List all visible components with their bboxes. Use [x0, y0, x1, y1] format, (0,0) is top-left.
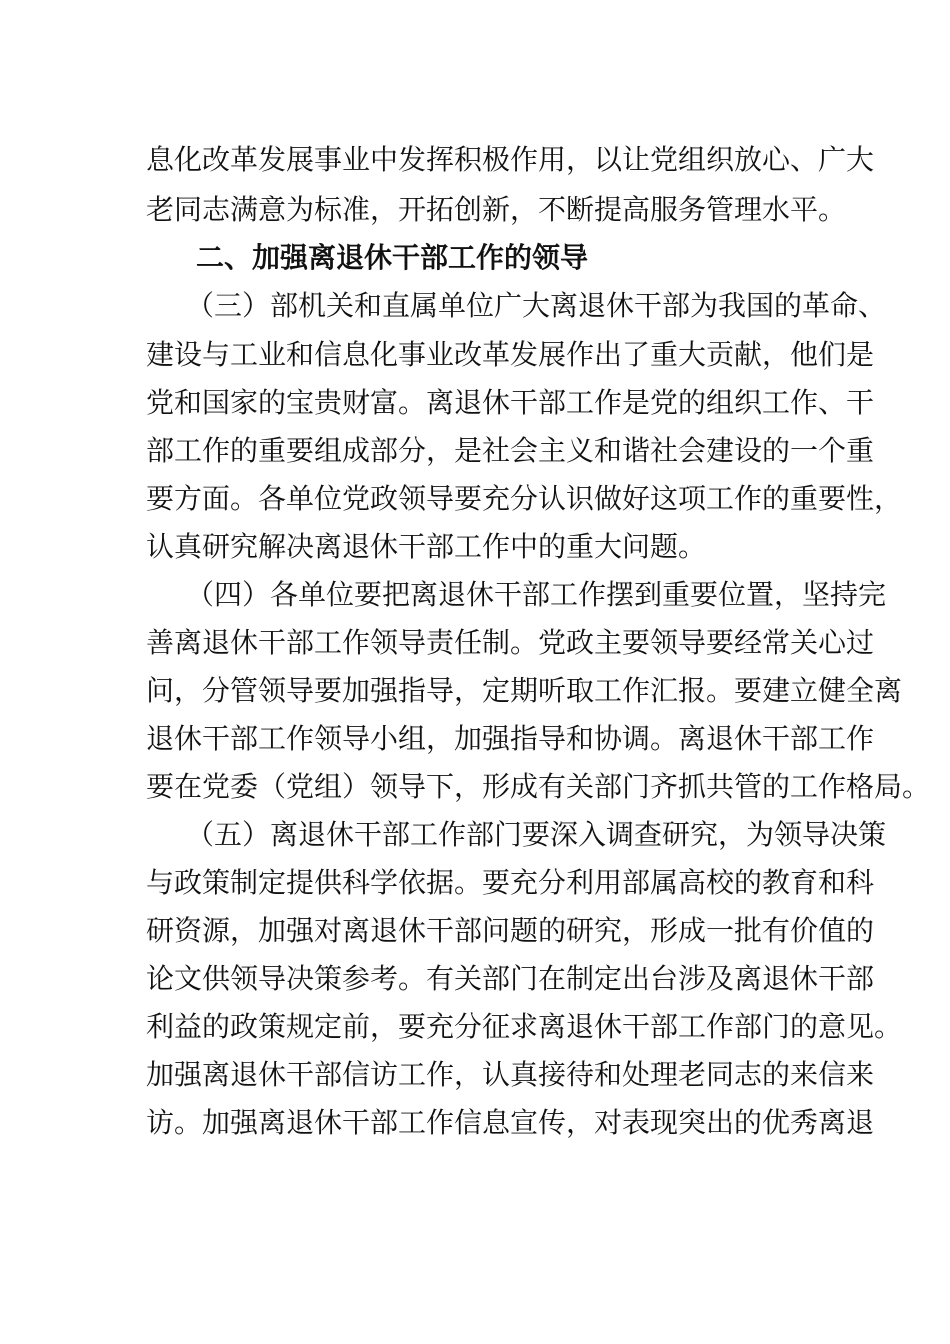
text-line: （五）离退休干部工作部门要深入调查研究，为领导决策 — [186, 818, 887, 851]
text-line: 老同志满意为标准，开拓创新，不断提高服务管理水平。 — [146, 193, 847, 226]
section-heading: 二、加强离退休干部工作的领导 — [196, 241, 589, 274]
text-line: 建设与工业和信息化事业改革发展作出了重大贡献，他们是 — [146, 338, 875, 371]
text-line: 加强离退休干部信访工作，认真接待和处理老同志的来信来 — [146, 1058, 875, 1091]
text-line: 要在党委（党组）领导下，形成有关部门齐抓共管的工作格局。 — [146, 770, 931, 803]
text-line: 认真研究解决离退休干部工作中的重大问题。 — [146, 530, 707, 563]
text-line: 部工作的重要组成部分，是社会主义和谐社会建设的一个重 — [146, 434, 875, 467]
text-line: 息化改革发展事业中发挥积极作用，以让党组织放心、广大 — [146, 143, 875, 176]
text-line: （三）部机关和直属单位广大离退休干部为我国的革命、 — [186, 289, 887, 322]
text-line: （四）各单位要把离退休干部工作摆到重要位置，坚持完 — [186, 578, 887, 611]
text-line: 论文供领导决策参考。有关部门在制定出台涉及离退休干部 — [146, 962, 875, 995]
text-line: 善离退休干部工作领导责任制。党政主要领导要经常关心过 — [146, 626, 875, 659]
text-line: 问，分管领导要加强指导，定期听取工作汇报。要建立健全离 — [146, 674, 903, 707]
text-line: 研资源，加强对离退休干部问题的研究，形成一批有价值的 — [146, 914, 875, 947]
text-line: 党和国家的宝贵财富。离退休干部工作是党的组织工作、干 — [146, 386, 875, 419]
text-line: 与政策制定提供科学依据。要充分利用部属高校的教育和科 — [146, 866, 875, 899]
text-line: 要方面。各单位党政领导要充分认识做好这项工作的重要性， — [146, 482, 903, 515]
text-line: 访。加强离退休干部工作信息宣传，对表现突出的优秀离退 — [146, 1106, 875, 1139]
text-line: 利益的政策规定前，要充分征求离退休干部工作部门的意见。 — [146, 1010, 903, 1043]
text-line: 退休干部工作领导小组，加强指导和协调。离退休干部工作 — [146, 722, 875, 755]
